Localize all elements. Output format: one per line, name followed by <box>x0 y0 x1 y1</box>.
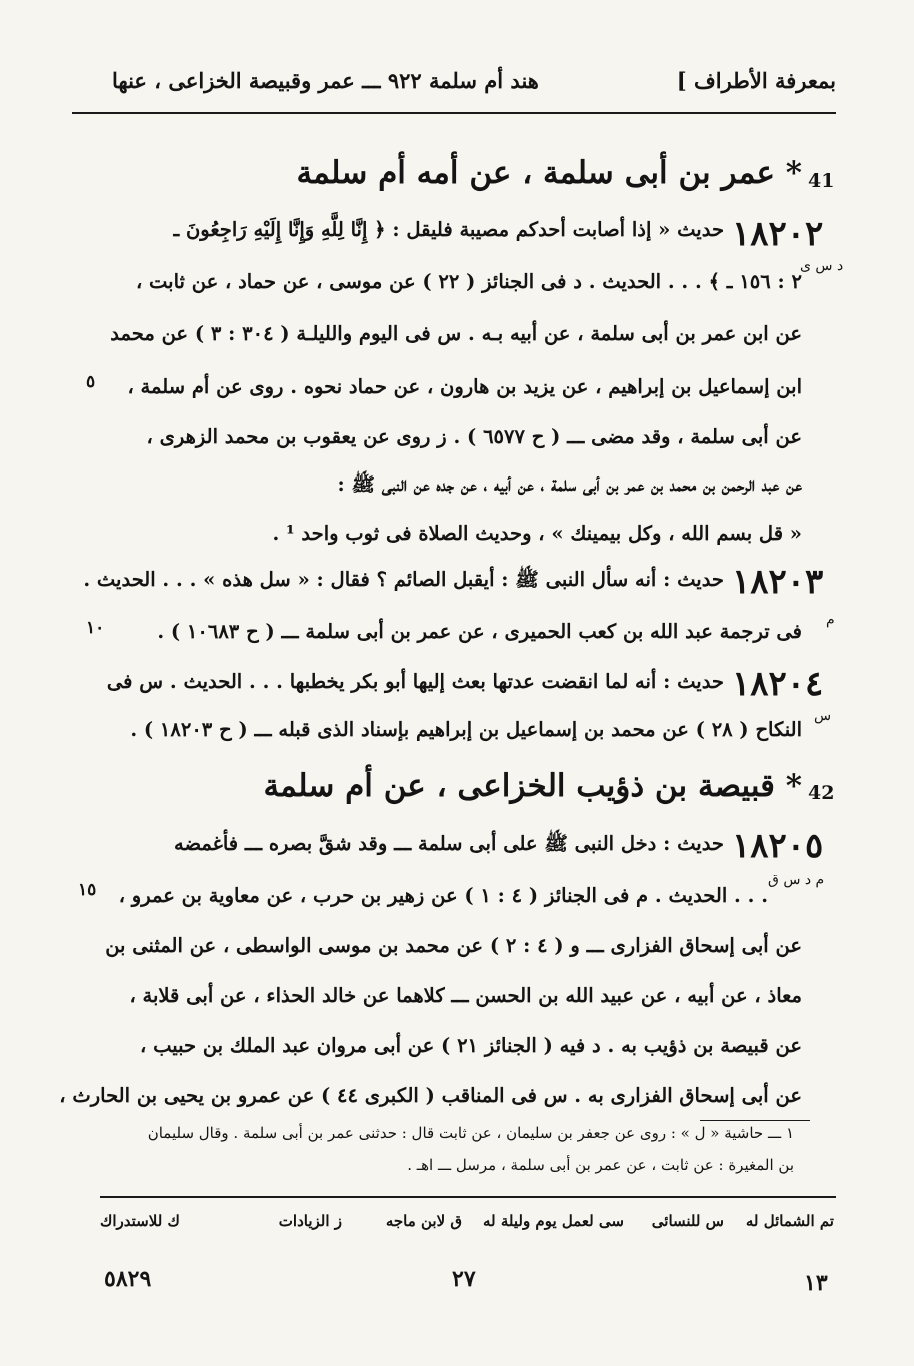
entry-line: « قل بسم الله ، وكل بيمينك » ، وحديث الصلاة فى ثوب واحد ¹ . <box>272 522 802 545</box>
page-number-left: ٥٨٢٩ <box>104 1266 152 1292</box>
entry-line: عن أبى إسحاق الفزارى به . س فى المناقب ( الكبرى ٤٤ ) عن عمرو بن يحيى بن الحارث ، <box>59 1084 802 1107</box>
entry-line: حديث : أنه لما انقضت عدتها بعث إليها أبو بكر يخطبها . . . الحديث . س فى <box>106 670 724 693</box>
section-number: 41 <box>808 170 835 192</box>
abbreviation: سى لعمل يوم وليلة له <box>483 1212 624 1230</box>
footnote-line: بن المغيرة : عن ثابت ، عن عمر بن أبى سلمة ، مرسل ـــ اهـ . <box>407 1156 794 1174</box>
entry-line: فى ترجمة عبد الله بن كعب الحميرى ، عن عمر بن أبى سلمة ـــ ( ح ١٠٦٨٣ ) . <box>157 620 802 643</box>
entry-line: النكاح ( ٢٨ ) عن محمد بن إسماعيل بن إبراهيم بإسناد الذى قبله ـــ ( ح ١٨٢٠٣ ) . <box>130 718 802 741</box>
entry-line: عن عبد الرحمن بن محمد بن عمر بن أبى سلمة ، عن أبيه ، عن جده عن النبى ﷺ : <box>337 473 802 496</box>
entry-sigla: م د س ق <box>768 872 825 888</box>
entry-line: عن ابن عمر بن أبى سلمة ، عن أبيه بـه . س فى اليوم والليلـة ( ٣٠٤ : ٣ ) عن محمد <box>110 322 802 345</box>
entry-line: ٢ : ١٥٦ ـ ﴾ . . . الحديث . د فى الجنائز ( ٢٢ ) عن موسى ، عن حماد ، عن ثابت ، <box>135 270 802 293</box>
running-header-left: هند أم سلمة ٩٢٢ ـــ عمر وقبيصة الخزاعى ، عنها <box>112 68 539 93</box>
abbreviation: ق لابن ماجه <box>385 1212 462 1230</box>
entry-sigla: م <box>826 612 835 628</box>
entry-line: ابن إسماعيل بن إبراهيم ، عن يزيد بن هارون ، عن حماد نحوه . روى عن أم سلمة ، <box>127 375 802 398</box>
entry-line: حديث : أنه سأل النبى ﷺ : أيقبل الصائم ؟ فقال : « سل هذه » . . . الحديث . <box>83 568 724 591</box>
footnote-line: ١ ـــ حاشية « ل » : روى عن جعفر بن سليمان ، عن ثابت قال : حدثنى عمر بن أبى سلمة . وقال سليمان <box>147 1124 794 1142</box>
footnote-rule <box>700 1120 810 1121</box>
entry-line: حديث « إذا أصابت أحدكم مصيبة فليقل : ﴿ إِنَّا لِلَّهِ وَإِنَّا إِلَيْهِ رَاجِعُونَ ـ <box>173 218 724 241</box>
section-number: 42 <box>808 782 835 804</box>
header-rule <box>72 112 836 114</box>
entry-line: معاذ ، عن أبيه ، عن عبيد الله بن الحسن ـــ كلاهما عن خالد الحذاء ، عن أبى قلابة ، <box>129 984 802 1007</box>
entry-line: حديث : دخل النبى ﷺ على أبى سلمة ـــ وقد شقَّ بصره ـــ فأغمضه <box>174 832 724 855</box>
abbreviation: تم الشمائل له <box>745 1212 834 1230</box>
entry-line: . . . الحديث . م فى الجنائز ( ٤ : ١ ) عن زهير بن حرب ، عن معاوية بن عمرو ، <box>118 884 768 907</box>
section-title: * عمر بن أبى سلمة ، عن أمه أم سلمة <box>296 155 802 191</box>
abbreviation: ك للاستدراك <box>100 1212 180 1230</box>
section-title: * قبيصة بن ذؤيب الخزاعى ، عن أم سلمة <box>263 768 802 804</box>
entry-line: عن قبيصة بن ذؤيب به . د فيه ( الجنائز ٢١ ) عن أبى مروان عبد الملك بن حبيب ، <box>140 1034 802 1057</box>
entry-line: عن أبى سلمة ، وقد مضى ـــ ( ح ٦٥٧٧ ) . ز روى عن يعقوب بن محمد الزهرى ، <box>146 425 802 448</box>
abbreviation: س للنسائى <box>651 1212 724 1230</box>
margin-line-number: ١٥ <box>78 880 97 900</box>
entry-sigla: د س ى <box>800 258 844 274</box>
entry-sigla: س <box>814 708 832 724</box>
entry-number: ١٨٢٠٣ <box>732 562 824 602</box>
page-number-center: ٢٧ <box>452 1266 476 1292</box>
abbreviation: ز الزيادات <box>278 1212 342 1230</box>
entry-line: عن أبى إسحاق الفزارى ـــ و ( ٤ : ٢ ) عن محمد بن موسى الواسطى ، عن المثنى بن <box>105 934 802 957</box>
abbreviations-rule <box>100 1196 836 1198</box>
entry-number: ١٨٢٠٢ <box>732 214 824 254</box>
running-header-right: بمعرفة الأطراف ] <box>676 68 836 93</box>
entry-number: ١٨٢٠٤ <box>732 664 824 704</box>
page-number-right: ١٣ <box>804 1270 828 1296</box>
margin-line-number: ١٠ <box>86 618 105 638</box>
entry-number: ١٨٢٠٥ <box>732 826 824 866</box>
margin-line-number: ٥ <box>86 372 96 392</box>
